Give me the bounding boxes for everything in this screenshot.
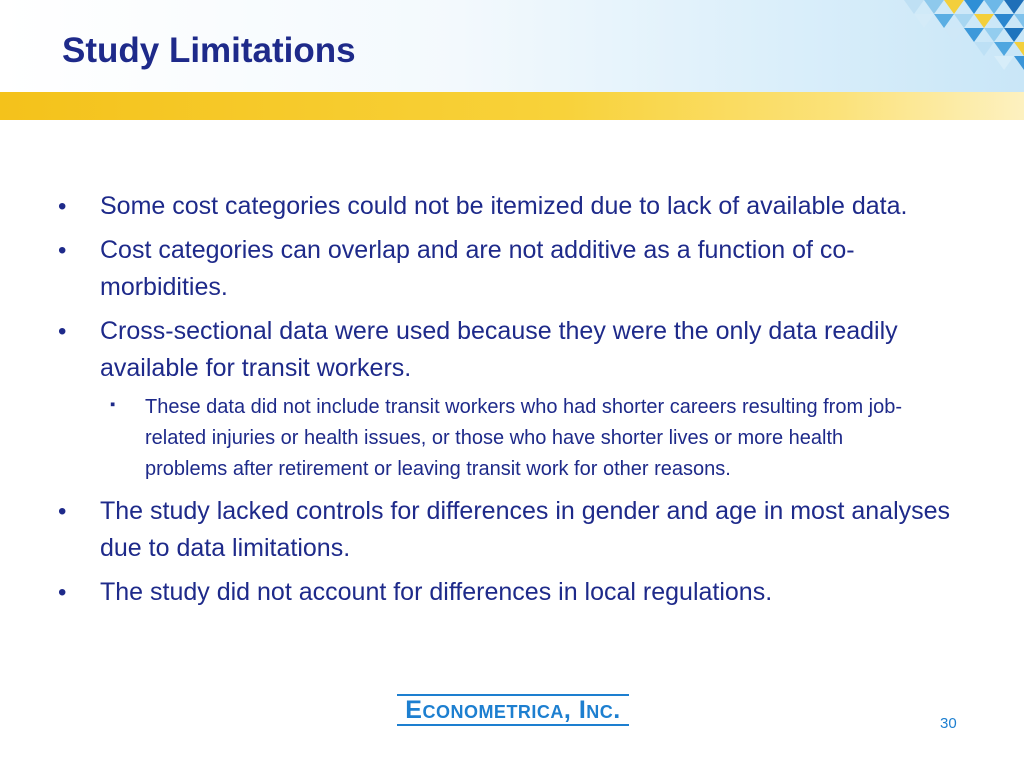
bullet-item xyxy=(58,232,968,306)
bullet-text: The study lacked controls for differences in gender and age in most analyses due to data limitations. xyxy=(100,497,951,562)
sub-bullet-item xyxy=(110,392,968,485)
sub-bullet-text: These data did not include transit workers who had shorter careers resulting from job-related injuries or health issues, or those who have shorter lives or more health problems after retirement or leaving transit work for other reasons. xyxy=(145,396,903,480)
bullet-text: Cost categories can overlap and are not additive as a function of co-morbidities. xyxy=(100,236,855,301)
econometrica-logo xyxy=(397,694,629,726)
bullet-icon: • xyxy=(58,318,67,345)
gold-band xyxy=(0,92,1024,120)
bullet-text: The study did not account for differences in local regulations. xyxy=(100,578,773,606)
sub-bullet-icon: ▪ xyxy=(110,396,116,413)
bullet-icon: • xyxy=(58,193,67,220)
bullet-text: Cross-sectional data were used because they were the only data readily available for transit workers. xyxy=(100,317,898,382)
page-number: 30 xyxy=(940,715,957,732)
bullet-icon: • xyxy=(58,579,67,606)
bullet-list xyxy=(58,188,968,618)
bullet-icon: • xyxy=(58,237,67,264)
header-mosaic-decoration xyxy=(884,0,1024,92)
logo-text: Econometrica, Inc. xyxy=(405,696,621,724)
logo-bottom-rule xyxy=(397,724,629,726)
bullet-item xyxy=(58,493,968,567)
slide-title: Study Limitations xyxy=(62,31,356,70)
bullet-item xyxy=(58,574,968,611)
bullet-icon: • xyxy=(58,498,67,525)
bullet-text: Some cost categories could not be itemized due to lack of available data. xyxy=(100,192,908,220)
bullet-item xyxy=(58,188,968,225)
bullet-item xyxy=(58,313,968,387)
